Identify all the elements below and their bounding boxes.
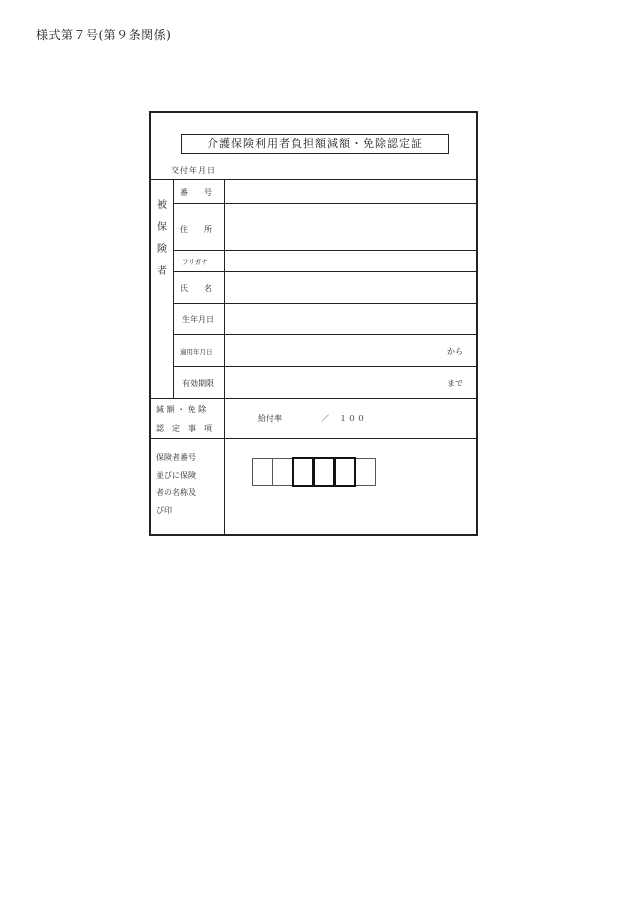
certificate-form xyxy=(149,111,478,536)
divider xyxy=(173,203,478,204)
valid-until-suffix: まで xyxy=(447,379,463,388)
insured-label-char: 保 xyxy=(157,222,167,233)
insurer-label-line: 保険者番号 xyxy=(156,453,196,462)
divider xyxy=(224,179,225,536)
divider xyxy=(151,179,478,180)
benefit-rate-value: ／ １００ xyxy=(321,414,366,423)
divider xyxy=(173,303,478,304)
divider xyxy=(173,271,478,272)
insurer-digit-box[interactable] xyxy=(334,457,356,487)
insurer-digit-box[interactable] xyxy=(272,458,293,486)
insurer-digit-box[interactable] xyxy=(292,457,314,487)
insurer-label-line: 者の名称及 xyxy=(156,488,196,497)
divider xyxy=(151,438,478,439)
reduction-label-line2: 認 定 事 項 xyxy=(156,424,212,433)
issue-date-label: 交付年月日 xyxy=(171,166,216,175)
insurer-digit-box[interactable] xyxy=(313,457,335,487)
insurer-number-boxes xyxy=(253,458,376,488)
address-label: 住 所 xyxy=(180,225,212,234)
insurer-label xyxy=(156,449,224,519)
insurer-label-line: び印 xyxy=(156,505,172,515)
applicable-date-label: 適用年月日 xyxy=(180,348,213,356)
divider xyxy=(173,250,478,251)
divider xyxy=(151,398,478,399)
birthdate-label: 生年月日 xyxy=(182,315,214,324)
furigana-label: フリガナ xyxy=(182,258,208,266)
certificate-title: 介護保険利用者負担額減額・免除認定証 xyxy=(181,134,449,154)
divider xyxy=(173,334,478,335)
valid-until-label: 有効期限 xyxy=(182,379,214,388)
insured-label-char: 険 xyxy=(157,244,167,255)
insured-label-char: 者 xyxy=(157,266,167,277)
insurer-digit-box[interactable] xyxy=(252,458,273,486)
name-label: 氏 名 xyxy=(180,284,212,293)
reduction-label-line1: 減 額 ・ 免 除 xyxy=(156,405,207,414)
applicable-date-suffix: から xyxy=(447,347,463,356)
insurer-label-line: 並びに保険 xyxy=(156,470,196,480)
number-label: 番 号 xyxy=(180,188,212,197)
benefit-rate-label: 給付率 xyxy=(258,414,282,423)
insurer-digit-box[interactable] xyxy=(355,458,376,486)
insured-group-label xyxy=(156,195,168,283)
form-number-label: 様式第７号(第９条関係) xyxy=(36,28,172,42)
divider xyxy=(173,366,478,367)
insured-label-char: 被 xyxy=(157,200,167,211)
